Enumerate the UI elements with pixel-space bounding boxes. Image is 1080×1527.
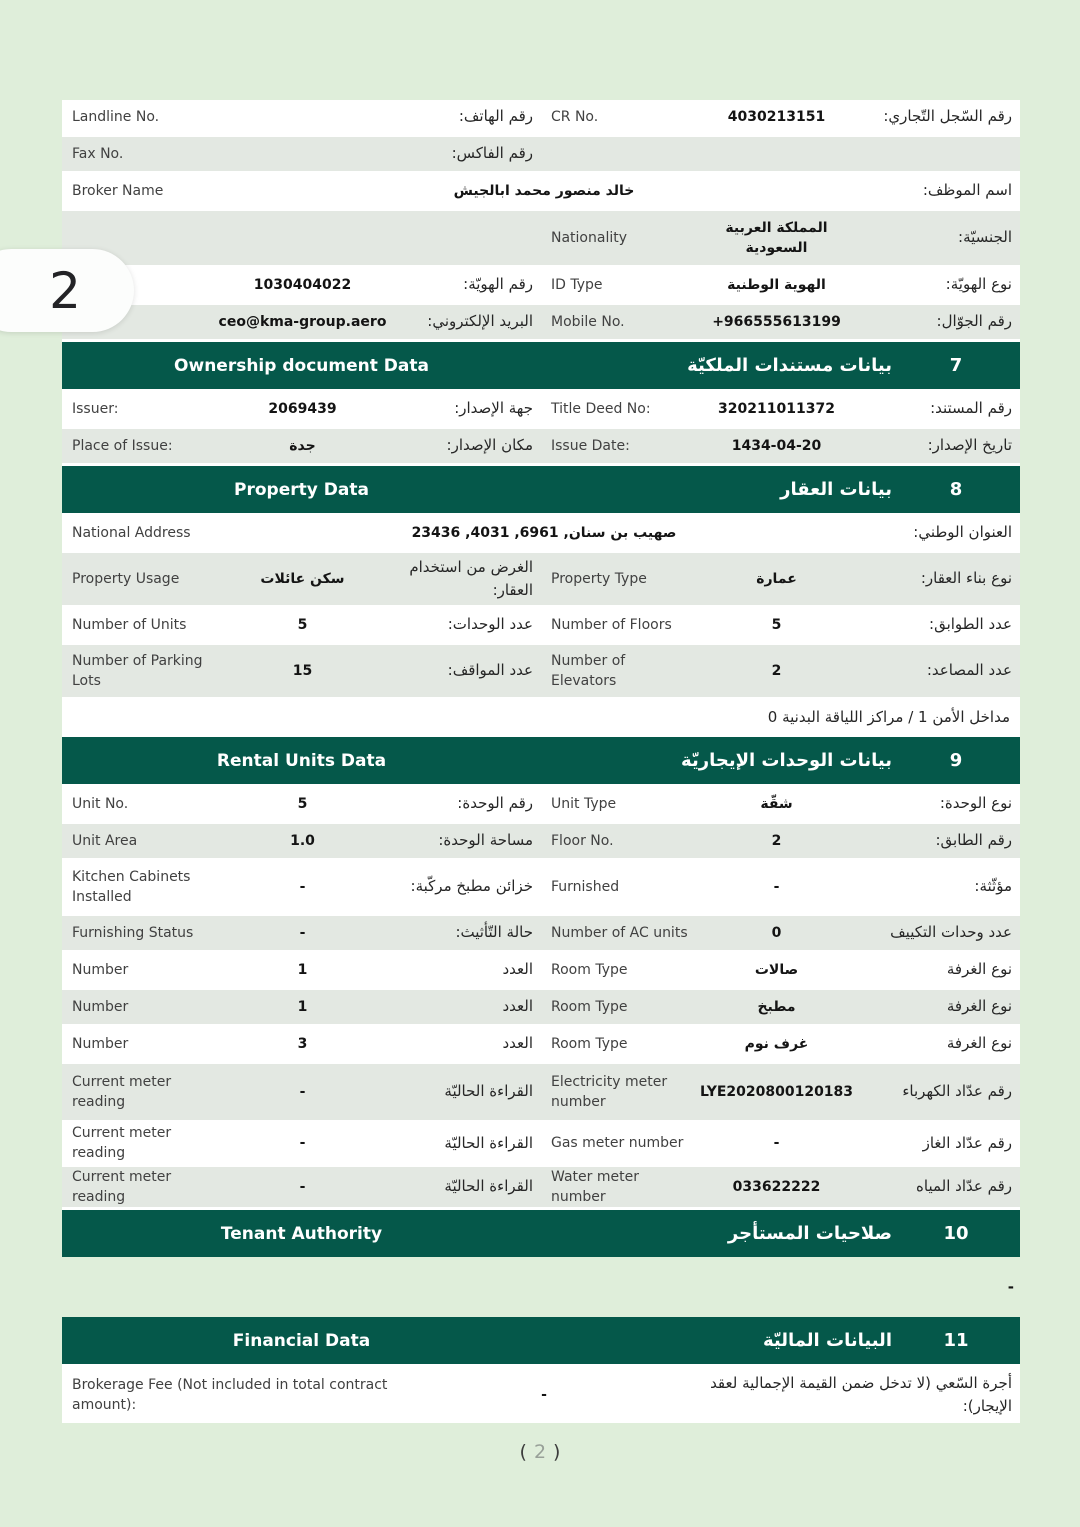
row-half-right xyxy=(541,608,1020,642)
field-label-en: Unit Type xyxy=(551,795,617,812)
field-label-en: Number of AC units xyxy=(551,924,688,941)
note-text: مداخل الأمن 1 / مراكز اللياقة البدنية 0 xyxy=(767,708,1010,726)
spacer-row xyxy=(62,1257,1020,1317)
row-half-left xyxy=(62,916,541,950)
row-half-right xyxy=(541,553,1020,605)
row-half-left xyxy=(62,824,541,858)
field-label-ar: رقم الجوّال: xyxy=(936,312,1012,331)
row-half-left xyxy=(62,787,541,821)
table-row xyxy=(62,1123,1020,1167)
field-label-ar: رقم الهويّة: xyxy=(463,275,533,294)
table-row xyxy=(62,953,1020,990)
section-number: 10 xyxy=(943,1223,969,1245)
row-half-left xyxy=(62,268,541,302)
field-label-en: ID Type xyxy=(551,276,603,293)
field-value: ceo@kma-group.aero xyxy=(218,313,387,330)
field-label-ar: مكان الإصدار: xyxy=(446,436,533,455)
field-label-ar: عدد المصاعد: xyxy=(926,661,1012,680)
field-label-ar: نوع الغرفة xyxy=(946,997,1012,1016)
row-half-right xyxy=(541,137,1020,171)
section-title-en: Rental Units Data xyxy=(216,750,387,771)
field-label-ar: رقم عدّاد المياه xyxy=(916,1177,1012,1196)
field-label-en: Landline No. xyxy=(72,108,160,125)
field-label-ar: البريد الإلكتروني: xyxy=(427,312,533,331)
section-title-ar: بيانات مستندات الملكيّة xyxy=(687,355,892,376)
field-label-ar: العدد xyxy=(502,997,533,1016)
field-label-en: Number xyxy=(72,998,129,1015)
section-header xyxy=(62,737,1020,787)
field-label-ar: الغرض من استخدام العقار: xyxy=(409,557,533,599)
field-label-en: Property Usage xyxy=(72,570,180,587)
field-value: - xyxy=(299,1135,306,1152)
field-label-en: Place of Issue: xyxy=(72,437,173,454)
field-value: المملكة العربية السعودية xyxy=(725,219,828,256)
row-half-right xyxy=(541,953,1020,987)
field-label-ar: خزائن مطبخ مركّبة: xyxy=(410,877,533,896)
row-half-left xyxy=(62,1027,541,1061)
field-label-ar: عدد الطوابق: xyxy=(929,615,1012,634)
field-value: 15 xyxy=(292,662,313,679)
field-label-ar: القراءة الحاليّة xyxy=(444,1133,533,1152)
field-label-en: Property Type xyxy=(551,570,647,587)
field-label-en: Number of Elevators xyxy=(551,652,626,689)
row-half-left xyxy=(62,100,541,134)
field-label-ar: نوع الوحدة: xyxy=(939,794,1012,813)
row-half-right xyxy=(541,268,1020,302)
row-half-right xyxy=(541,990,1020,1024)
footer-paren-close: ) xyxy=(553,1441,561,1463)
table-row xyxy=(62,392,1020,429)
section-title-ar: البيانات الماليّة xyxy=(762,1330,892,1352)
field-value: 2 xyxy=(771,832,782,849)
field-label-ar: العدد xyxy=(502,960,533,979)
field-label-en: Mobile No. xyxy=(551,313,625,330)
field-label-en: Number of Floors xyxy=(551,616,672,633)
field-label-en: Broker Name xyxy=(72,182,164,199)
field-label-ar: جهة الإصدار: xyxy=(454,399,533,418)
section-number: 8 xyxy=(949,479,963,500)
field-label-ar: عدد وحدات التكييف xyxy=(890,923,1012,942)
table-row xyxy=(62,916,1020,953)
table-row xyxy=(62,861,1020,916)
field-value: عمارة xyxy=(756,570,797,587)
field-value: 1 xyxy=(297,961,308,978)
table-row xyxy=(62,429,1020,466)
field-value: 320211011372 xyxy=(718,400,835,417)
field-label-en: Room Type xyxy=(551,1035,628,1052)
field-value: 5 xyxy=(297,616,308,633)
field-label-ar: رقم السّجل التّجاري: xyxy=(883,107,1012,126)
field-label-en: Issue Date: xyxy=(551,437,630,454)
field-label-ar: نوع بناء العقار: xyxy=(920,569,1012,588)
field-label-en: Issuer: xyxy=(72,400,119,417)
field-label-en: Number xyxy=(72,1035,129,1052)
field-value: الهوية الوطنية xyxy=(727,276,826,293)
field-label-ar: مؤثّثة: xyxy=(974,877,1012,896)
field-label-en: Title Deed No: xyxy=(551,400,651,417)
field-value: صهيب بن سنان, 6961, 4031, 23436 xyxy=(411,524,677,541)
field-label-ar: رقم الفاكس: xyxy=(451,144,533,163)
table-row xyxy=(62,990,1020,1027)
field-value: +966555613199 xyxy=(712,313,841,330)
row-half-right xyxy=(541,305,1020,339)
table-row xyxy=(62,645,1020,700)
footer-page-number: 2 xyxy=(533,1441,547,1463)
field-label-en: Electricity meter number xyxy=(551,1073,668,1110)
field-label-en: Current meter reading xyxy=(72,1073,172,1110)
field-label-ar: تاريخ الإصدار: xyxy=(927,436,1012,455)
field-label-ar: رقم الهاتف: xyxy=(458,107,533,126)
field-label-en: Room Type xyxy=(551,998,628,1015)
field-label-ar: رقم الوحدة: xyxy=(457,794,533,813)
table-row xyxy=(62,1367,1020,1423)
field-label-en: CR No. xyxy=(551,108,599,125)
table-row xyxy=(62,1027,1020,1064)
dash-value: - xyxy=(1007,1278,1014,1297)
footer-paren-open: ( xyxy=(519,1441,527,1463)
field-label-ar: عدد المواقف: xyxy=(447,661,533,680)
field-label-en: Unit No. xyxy=(72,795,129,812)
page-number-badge xyxy=(0,249,134,332)
field-value: 1434-04-20 xyxy=(731,437,822,454)
field-value: صالات xyxy=(754,961,799,978)
field-label-en: Water meter number xyxy=(551,1168,639,1205)
page-footer xyxy=(0,1441,1080,1463)
row-half-left xyxy=(62,553,541,605)
field-value: شقّة xyxy=(760,795,793,812)
row-half-left xyxy=(62,429,541,463)
table-row xyxy=(62,305,1020,342)
field-label-en: Current meter reading xyxy=(72,1125,172,1162)
row-half-right xyxy=(541,824,1020,858)
field-label-en: Kitchen Cabinets Installed xyxy=(72,868,191,905)
row-half-left xyxy=(62,645,541,697)
field-value: LYE2020800120183 xyxy=(699,1083,854,1100)
section-title-ar: بيانات الوحدات الإيجاريّة xyxy=(681,750,892,771)
table-row xyxy=(62,211,1020,268)
field-value: 1 xyxy=(297,998,308,1015)
field-label-ar: عدد الوحدات: xyxy=(447,615,533,634)
field-label-en: Nationality xyxy=(551,229,628,246)
section-title-ar: بيانات العقار xyxy=(780,479,892,500)
row-half-left xyxy=(62,608,541,642)
field-label-ar: الجنسيّة: xyxy=(958,228,1012,247)
field-value: - xyxy=(541,1387,547,1404)
field-value: خالد منصور محمد ابالجيش xyxy=(453,182,635,199)
row-half-right xyxy=(541,1064,1020,1120)
field-value: 5 xyxy=(771,616,782,633)
field-value: 1030404022 xyxy=(253,276,352,293)
field-label-ar: رقم المستند: xyxy=(930,399,1012,418)
field-label-en: Room Type xyxy=(551,961,628,978)
table-row xyxy=(62,553,1020,608)
row-half-right xyxy=(541,392,1020,426)
row-half-right xyxy=(541,787,1020,821)
section-header xyxy=(62,466,1020,516)
row-half-left xyxy=(62,137,541,171)
field-value: 1.0 xyxy=(290,832,315,849)
field-label-en: National Address xyxy=(72,524,191,541)
field-value: 033622222 xyxy=(732,1178,821,1195)
section-title-en: Property Data xyxy=(234,479,369,500)
section-number: 9 xyxy=(949,750,963,771)
field-value: 3 xyxy=(297,1035,308,1052)
table-row xyxy=(62,1064,1020,1123)
row-half-left xyxy=(62,953,541,987)
section-title-en: Tenant Authority xyxy=(220,1223,383,1244)
section-header xyxy=(62,1210,1020,1257)
table-row xyxy=(62,174,1020,211)
section-title-en: Ownership document Data xyxy=(174,355,429,376)
field-label-en: Brokerage Fee (Not included in total contract amount): xyxy=(72,1376,388,1414)
field-label-ar: العدد xyxy=(502,1034,533,1053)
row-half-left xyxy=(62,1064,541,1120)
field-label-en: Number of Parking Lots xyxy=(72,652,203,689)
field-value: - xyxy=(299,1083,306,1100)
badge-number: 2 xyxy=(49,261,81,320)
field-value: 4030213151 xyxy=(727,108,826,125)
section-title-ar: صلاحيات المستأجر xyxy=(727,1223,892,1245)
field-label-en: Floor No. xyxy=(551,832,614,849)
field-label-en: Furnishing Status xyxy=(72,924,194,941)
row-half-right xyxy=(541,861,1020,913)
field-value: جدة xyxy=(289,437,316,454)
row-half-left xyxy=(62,1123,541,1164)
section-title-en: Financial Data xyxy=(232,1330,371,1351)
row-half-right xyxy=(541,1167,1020,1208)
table-row xyxy=(62,1167,1020,1211)
row-half-left xyxy=(62,990,541,1024)
field-label-en: Unit Area xyxy=(72,832,138,849)
row-half-right xyxy=(541,916,1020,950)
field-value: 2069439 xyxy=(268,400,337,417)
table-row xyxy=(62,824,1020,861)
section-number: 11 xyxy=(943,1330,969,1352)
field-label-ar: اسم الموظف: xyxy=(922,181,1012,200)
row-half-right xyxy=(541,100,1020,134)
field-value: - xyxy=(773,1135,780,1152)
row-half-left xyxy=(62,1167,541,1208)
field-label-ar: رقم الطابق: xyxy=(935,831,1012,850)
field-value: - xyxy=(299,878,306,895)
field-value: 2 xyxy=(771,662,782,679)
field-label-ar: القراءة الحاليّة xyxy=(444,1082,533,1101)
row-half-right xyxy=(541,211,1020,265)
field-label-ar: نوع الغرفة xyxy=(946,960,1012,979)
field-value: 0 xyxy=(771,924,782,941)
field-label-ar: أجرة السّعي (لا تدخل ضمن القيمة الإجمالية لعقد الإيجار): xyxy=(710,1373,1012,1416)
field-label-ar: رقم عدّاد الغاز xyxy=(922,1133,1012,1152)
field-value: - xyxy=(299,1178,306,1195)
row-half-right xyxy=(541,645,1020,697)
field-value: 5 xyxy=(297,795,308,812)
field-value: غرف نوم xyxy=(744,1035,809,1052)
section-header xyxy=(62,1317,1020,1367)
row-half-right xyxy=(541,1027,1020,1061)
table-row xyxy=(62,137,1020,174)
note-row xyxy=(62,700,1020,737)
table-row xyxy=(62,516,1020,553)
row-half-left xyxy=(62,211,541,265)
field-label-ar: العنوان الوطني: xyxy=(913,523,1012,542)
field-label-ar: رقم عدّاد الكهرباء xyxy=(902,1082,1012,1101)
table-row xyxy=(62,608,1020,645)
table-row xyxy=(62,268,1020,305)
field-label-en: Furnished xyxy=(551,878,620,895)
row-half-left xyxy=(62,392,541,426)
row-half-left xyxy=(62,305,541,339)
field-label-en: Gas meter number xyxy=(551,1135,684,1152)
field-label-en: Number of Units xyxy=(72,616,187,633)
field-value: سكن عائلات xyxy=(260,570,345,587)
table-row xyxy=(62,787,1020,824)
field-label-ar: القراءة الحاليّة xyxy=(444,1177,533,1196)
field-label-ar: نوع الهويّة: xyxy=(945,275,1012,294)
field-label-ar: نوع الغرفة xyxy=(946,1034,1012,1053)
row-half-right xyxy=(541,1123,1020,1164)
row-half-left xyxy=(62,861,541,913)
field-label-ar: مساحة الوحدة: xyxy=(438,831,533,850)
field-label-en: Current meter reading xyxy=(72,1168,172,1205)
document-table xyxy=(62,100,1020,1423)
field-value: - xyxy=(299,924,306,941)
section-header xyxy=(62,342,1020,392)
table-row xyxy=(62,100,1020,137)
field-label-en: Fax No. xyxy=(72,145,124,162)
field-label-ar: حالة التّأثيث: xyxy=(455,923,533,942)
field-value: مطبخ xyxy=(757,998,796,1015)
row-half-right xyxy=(541,429,1020,463)
field-label-en: Number xyxy=(72,961,129,978)
field-value: - xyxy=(773,878,780,895)
section-number: 7 xyxy=(949,355,963,376)
